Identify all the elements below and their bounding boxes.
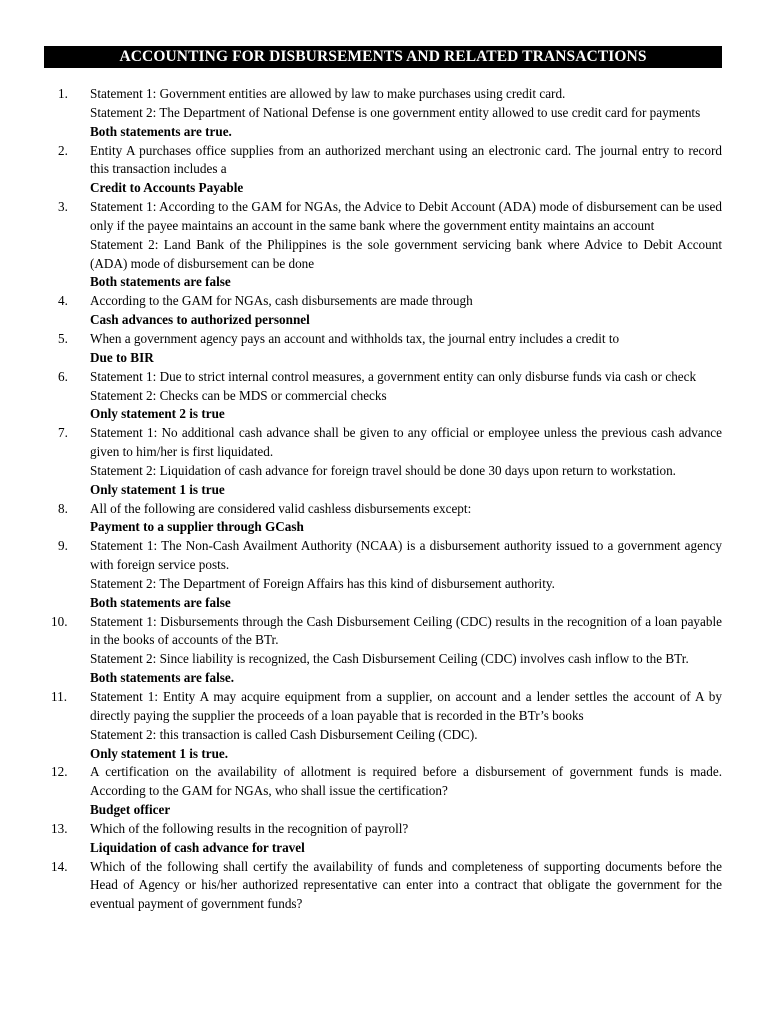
question-item (0, 858, 768, 915)
question-item (0, 688, 768, 763)
question-text: Statement 2: Land Bank of the Philippines is the sole government servicing bank where Advice to Debit Account (ADA) mode of disbursement can be done (90, 236, 722, 271)
question-item (0, 292, 768, 330)
question-text: All of the following are considered valid cashless disbursements except: (90, 500, 472, 516)
question-text: When a government agency pays an account and withholds tax, the journal entry includes a credit to (90, 330, 620, 346)
question-number: 6. (58, 368, 68, 384)
question-text: Statement 1: No additional cash advance shall be given to any official or employee unless the previous cash advance given to him/her is first liquidated. (90, 425, 722, 460)
question-item (0, 330, 768, 368)
question-text: Which of the following results in the recognition of payroll? (90, 820, 409, 836)
answer-text: Payment to a supplier through GCash (90, 519, 304, 535)
question-text: Statement 2: Liquidation of cash advance for foreign travel should be done 30 days upon return to workstation. (90, 462, 676, 478)
document-title: ACCOUNTING FOR DISBURSEMENTS AND RELATED TRANSACTIONS (44, 46, 722, 68)
question-number: 7. (58, 425, 68, 441)
question-text: Statement 2: The Department of Foreign Affairs has this kind of disbursement authority. (90, 575, 555, 591)
question-text: Statement 2: Checks can be MDS or commercial checks (90, 387, 387, 403)
question-number: 8. (58, 500, 68, 516)
question-item (0, 537, 768, 612)
answer-text: Liquidation of cash advance for travel (90, 839, 305, 855)
question-number: 1. (58, 86, 68, 101)
answer-text: Cash advances to authorized personnel (90, 312, 310, 328)
question-item (0, 500, 768, 538)
question-number: 2. (58, 142, 68, 158)
question-text: Which of the following shall certify the availability of funds and completeness of supporting documents before the Head of Agency or his/her authorized representative can enter into a contract that obligate the government for the eventual payment of government funds? (90, 858, 722, 912)
question-text: Statement 1: Disbursements through the Cash Disbursement Ceiling (CDC) results in the recognition of a loan payable in the books of accounts of the BTr. (90, 613, 722, 648)
question-number: 14. (51, 858, 68, 874)
answer-text: Both statements are false (90, 274, 231, 290)
question-list (0, 85, 768, 914)
answer-text: Due to BIR (90, 349, 154, 365)
question-item (0, 424, 768, 499)
answer-text: Only statement 1 is true. (90, 745, 229, 761)
question-number: 5. (58, 330, 68, 346)
question-number: 11. (51, 689, 67, 704)
question-item (0, 198, 768, 292)
question-item (0, 368, 768, 425)
question-text: Statement 1: Entity A may acquire equipment from a supplier, on account and a lender settles the account of A by directly paying the supplier the proceeds of a loan payable that is recorded in the BTr’s books (90, 689, 722, 723)
answer-text: Only statement 2 is true (90, 406, 225, 422)
question-text: Statement 1: Government entities are allowed by law to make purchases using credit card. (90, 86, 566, 101)
question-number: 13. (51, 820, 68, 836)
question-item (0, 613, 768, 688)
question-text: According to the GAM for NGAs, cash disbursements are made through (90, 293, 473, 309)
question-number: 12. (51, 764, 68, 780)
answer-text: Only statement 1 is true (90, 481, 225, 497)
question-text: A certification on the availability of allotment is required before a disbursement of government funds is made. According to the GAM for NGAs, who shall issue the certification? (90, 764, 722, 799)
answer-text: Credit to Accounts Payable (90, 180, 244, 196)
question-text: Entity A purchases office supplies from an authorized merchant using an electronic card. The journal entry to record this transaction includes a (90, 142, 722, 177)
question-number: 3. (58, 199, 68, 215)
answer-text: Both statements are true. (90, 123, 232, 139)
question-number: 10. (51, 613, 68, 629)
question-number: 4. (58, 293, 68, 309)
question-text: Statement 2: The Department of National Defense is one government entity allowed to use credit card for payments (90, 104, 701, 120)
answer-text: Both statements are false. (90, 670, 235, 686)
question-text: Statement 2: this transaction is called Cash Disbursement Ceiling (CDC). (90, 726, 478, 742)
question-text: Statement 2: Since liability is recognized, the Cash Disbursement Ceiling (CDC) involves cash inflow to the BTr. (90, 651, 689, 667)
answer-text: Both statements are false (90, 594, 231, 610)
question-text: Statement 1: According to the GAM for NGAs, the Advice to Debit Account (ADA) mode of disbursement can be used only if the payee maintains an account in the same bank where the government entity maintains an account (90, 199, 722, 233)
question-item (0, 142, 768, 199)
question-item (0, 85, 768, 142)
question-item (0, 763, 768, 820)
question-number: 9. (58, 538, 68, 554)
question-text: Statement 1: Due to strict internal control measures, a government entity can only disburse funds via cash or check (90, 368, 697, 384)
question-text: Statement 1: The Non-Cash Availment Authority (NCAA) is a disbursement authority issued to a government agency with foreign service posts. (90, 538, 722, 573)
question-item (0, 820, 768, 858)
answer-text: Budget officer (90, 802, 171, 818)
